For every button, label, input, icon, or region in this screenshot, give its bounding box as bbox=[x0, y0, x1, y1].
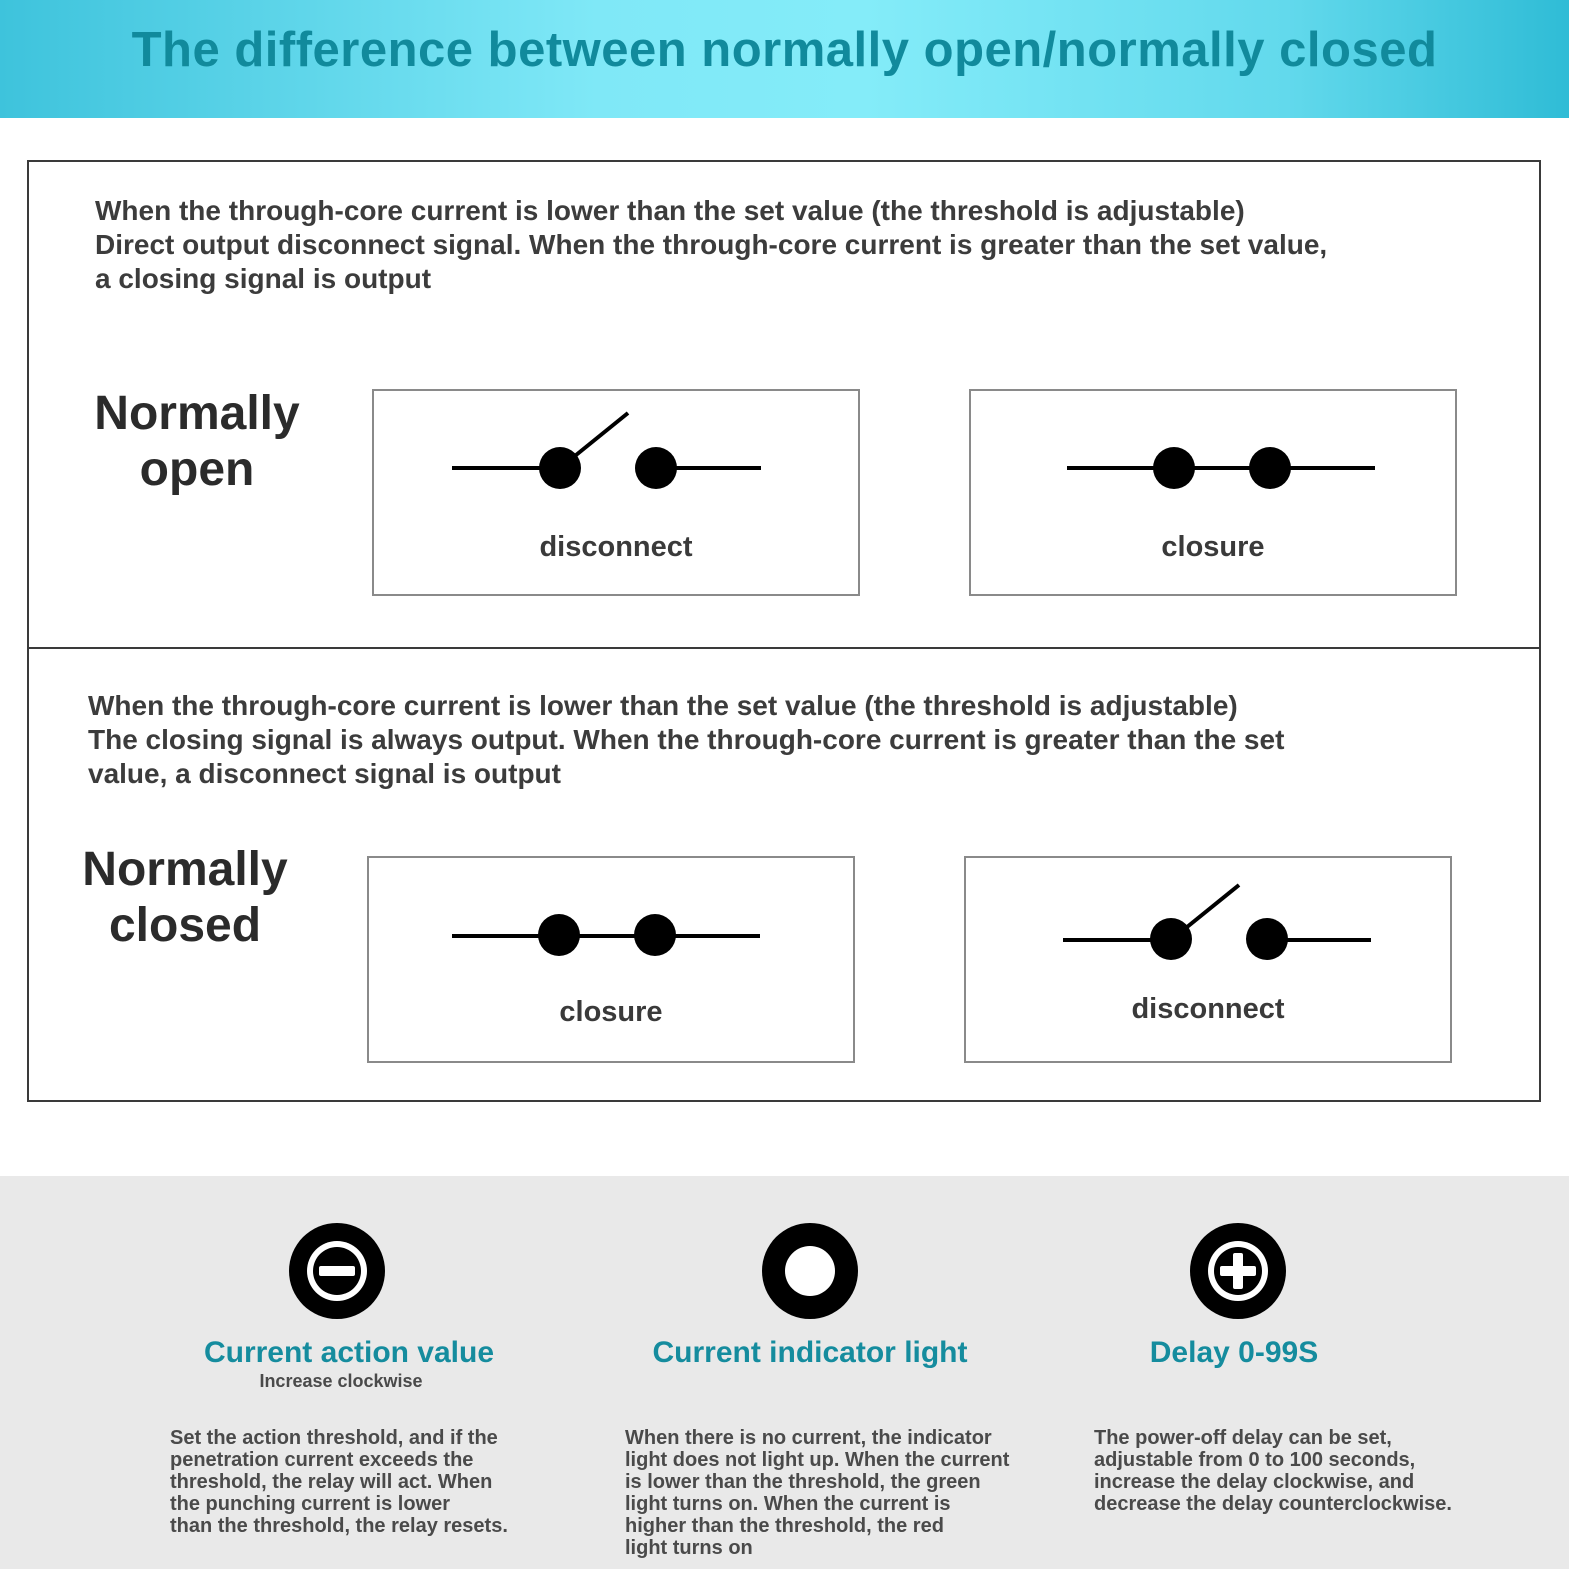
description-line: When the through-core current is lower than the set value (the threshold is adjustable) bbox=[95, 195, 1245, 226]
disconnect-state-box bbox=[964, 856, 1452, 1063]
state-label-disconnect: disconnect bbox=[539, 531, 693, 563]
closure-state-box bbox=[367, 856, 855, 1063]
description-line: When the through-core current is lower than the set value (the threshold is adjustable) bbox=[88, 690, 1238, 721]
normally-open-description bbox=[95, 194, 1515, 296]
open-switch-icon bbox=[966, 858, 1454, 1065]
description-line: light turns on. When the current is bbox=[625, 1493, 951, 1515]
description-line: When there is no current, the indicator bbox=[625, 1427, 992, 1449]
plus-knob-icon bbox=[1189, 1222, 1287, 1320]
description-line: the punching current is lower bbox=[170, 1493, 451, 1515]
description-line: decrease the delay counterclockwise. bbox=[1094, 1493, 1452, 1515]
description-line: light turns on bbox=[625, 1537, 753, 1559]
page-title: The difference between normally open/normally closed bbox=[131, 23, 1438, 77]
open-switch-icon bbox=[374, 391, 862, 598]
state-label-closure: closure bbox=[1161, 531, 1265, 563]
feature-title-delay: Delay 0-99S bbox=[1149, 1336, 1319, 1369]
mode-title-line: Normally bbox=[82, 843, 288, 896]
description-line: The closing signal is always output. When the through-core current is greater than the set bbox=[88, 724, 1285, 755]
ring-indicator-icon bbox=[761, 1222, 859, 1320]
description-line: light does not light up. When the current bbox=[625, 1449, 1010, 1471]
state-label-disconnect: disconnect bbox=[1131, 993, 1285, 1025]
mode-title-line: open bbox=[139, 443, 255, 496]
description-line: is lower than the threshold, the green bbox=[625, 1471, 981, 1493]
description-line: Set the action threshold, and if the bbox=[170, 1427, 498, 1449]
feature-description-delay bbox=[1094, 1427, 1534, 1515]
description-line: adjustable from 0 to 100 seconds, bbox=[1094, 1449, 1416, 1471]
minus-knob-icon bbox=[288, 1222, 386, 1320]
normally-open-panel bbox=[27, 160, 1541, 649]
closed-switch-icon bbox=[971, 391, 1459, 598]
feature-title-indicator-light: Current indicator light bbox=[652, 1336, 968, 1369]
description-line: value, a disconnect signal is output bbox=[88, 758, 561, 789]
closed-switch-icon bbox=[369, 858, 857, 1065]
description-line: penetration current exceeds the bbox=[170, 1449, 474, 1471]
description-line: Direct output disconnect signal. When the through-core current is greater than the set value, bbox=[95, 229, 1328, 260]
features-section bbox=[0, 1176, 1569, 1569]
feature-subtitle-action-value: Increase clockwise bbox=[259, 1371, 423, 1391]
normally-closed-description bbox=[88, 689, 1508, 791]
description-line: increase the delay clockwise, and bbox=[1094, 1471, 1415, 1493]
header-banner bbox=[0, 0, 1569, 118]
description-line: The power-off delay can be set, bbox=[1094, 1427, 1392, 1449]
description-line: than the threshold, the relay resets. bbox=[170, 1515, 508, 1537]
feature-description-indicator-light bbox=[625, 1427, 1065, 1559]
closure-state-box bbox=[969, 389, 1457, 596]
feature-description-action-value bbox=[170, 1427, 590, 1537]
normally-closed-title bbox=[65, 842, 305, 954]
mode-title-line: closed bbox=[108, 899, 262, 952]
normally-open-title bbox=[77, 386, 317, 498]
feature-title-action-value: Current action value bbox=[203, 1336, 495, 1369]
description-line: a closing signal is output bbox=[95, 263, 432, 294]
description-line: threshold, the relay will act. When bbox=[170, 1471, 493, 1493]
description-line: higher than the threshold, the red bbox=[625, 1515, 944, 1537]
disconnect-state-box bbox=[372, 389, 860, 596]
normally-closed-panel bbox=[27, 647, 1541, 1102]
state-label-closure: closure bbox=[559, 996, 663, 1028]
mode-title-line: Normally bbox=[94, 387, 300, 440]
